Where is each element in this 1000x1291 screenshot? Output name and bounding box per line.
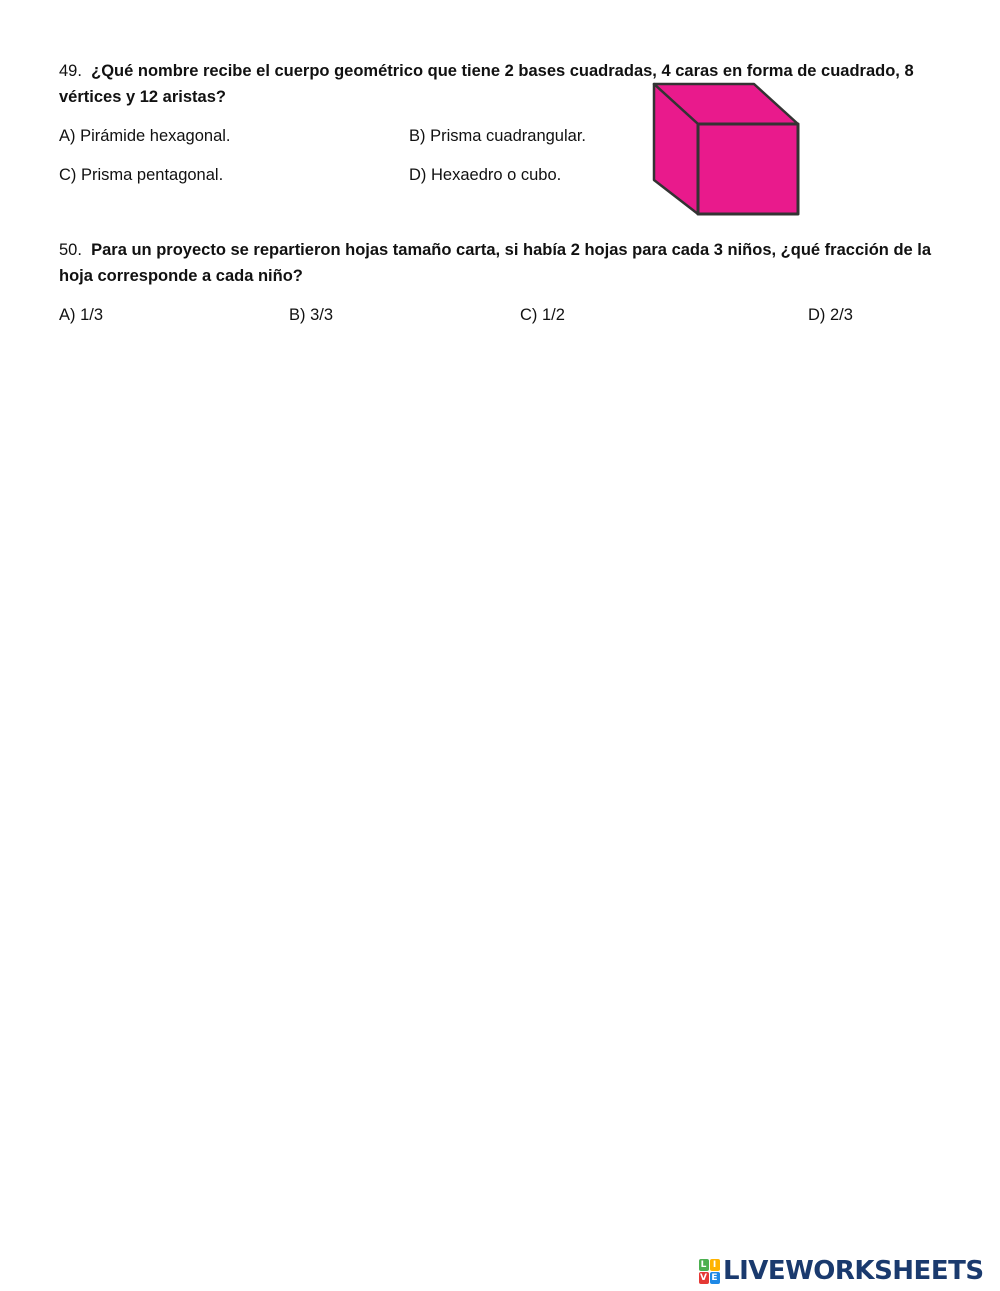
logo-mark-letter-v: V	[700, 1272, 707, 1283]
q50-option-d[interactable]: D) 2/3	[808, 306, 853, 324]
q49-option-d[interactable]: D) Hexaedro o cubo.	[409, 166, 562, 184]
logo-mark-icon	[698, 1258, 720, 1284]
logo-mark-letter-i: I	[710, 1259, 720, 1271]
q50-option-c[interactable]: C) 1/2	[520, 306, 565, 324]
question-50	[59, 237, 949, 289]
question-50-number: 50.	[59, 241, 82, 259]
logo-mark-letter-e: E	[711, 1272, 718, 1283]
cube-front-face	[698, 124, 798, 214]
q49-option-c[interactable]: C) Prisma pentagonal.	[59, 166, 224, 184]
logo-text: LIVEWORKSHEETS	[723, 1256, 984, 1286]
logo-mark-letter-l: L	[699, 1259, 709, 1271]
question-50-text: Para un proyecto se repartieron hojas tamaño carta, si había 2 hojas para cada 3 niños, ¿qué fracción de la hoja corresponde a cada niño?	[59, 241, 932, 285]
question-49	[59, 58, 949, 110]
cube-figure	[650, 80, 802, 218]
q49-option-b[interactable]: B) Prisma cuadrangular.	[409, 127, 586, 145]
question-49-number: 49.	[59, 62, 82, 80]
q50-option-b[interactable]: B) 3/3	[289, 306, 334, 324]
question-49-text: ¿Qué nombre recibe el cuerpo geométrico que tiene 2 bases cuadradas, 4 caras en forma de cuadrado, 8 vértices y 12 aristas?	[59, 62, 914, 106]
q49-option-a[interactable]: A) Pirámide hexagonal.	[59, 127, 231, 145]
q50-option-a[interactable]: A) 1/3	[59, 306, 104, 324]
liveworksheets-logo	[698, 1255, 984, 1287]
